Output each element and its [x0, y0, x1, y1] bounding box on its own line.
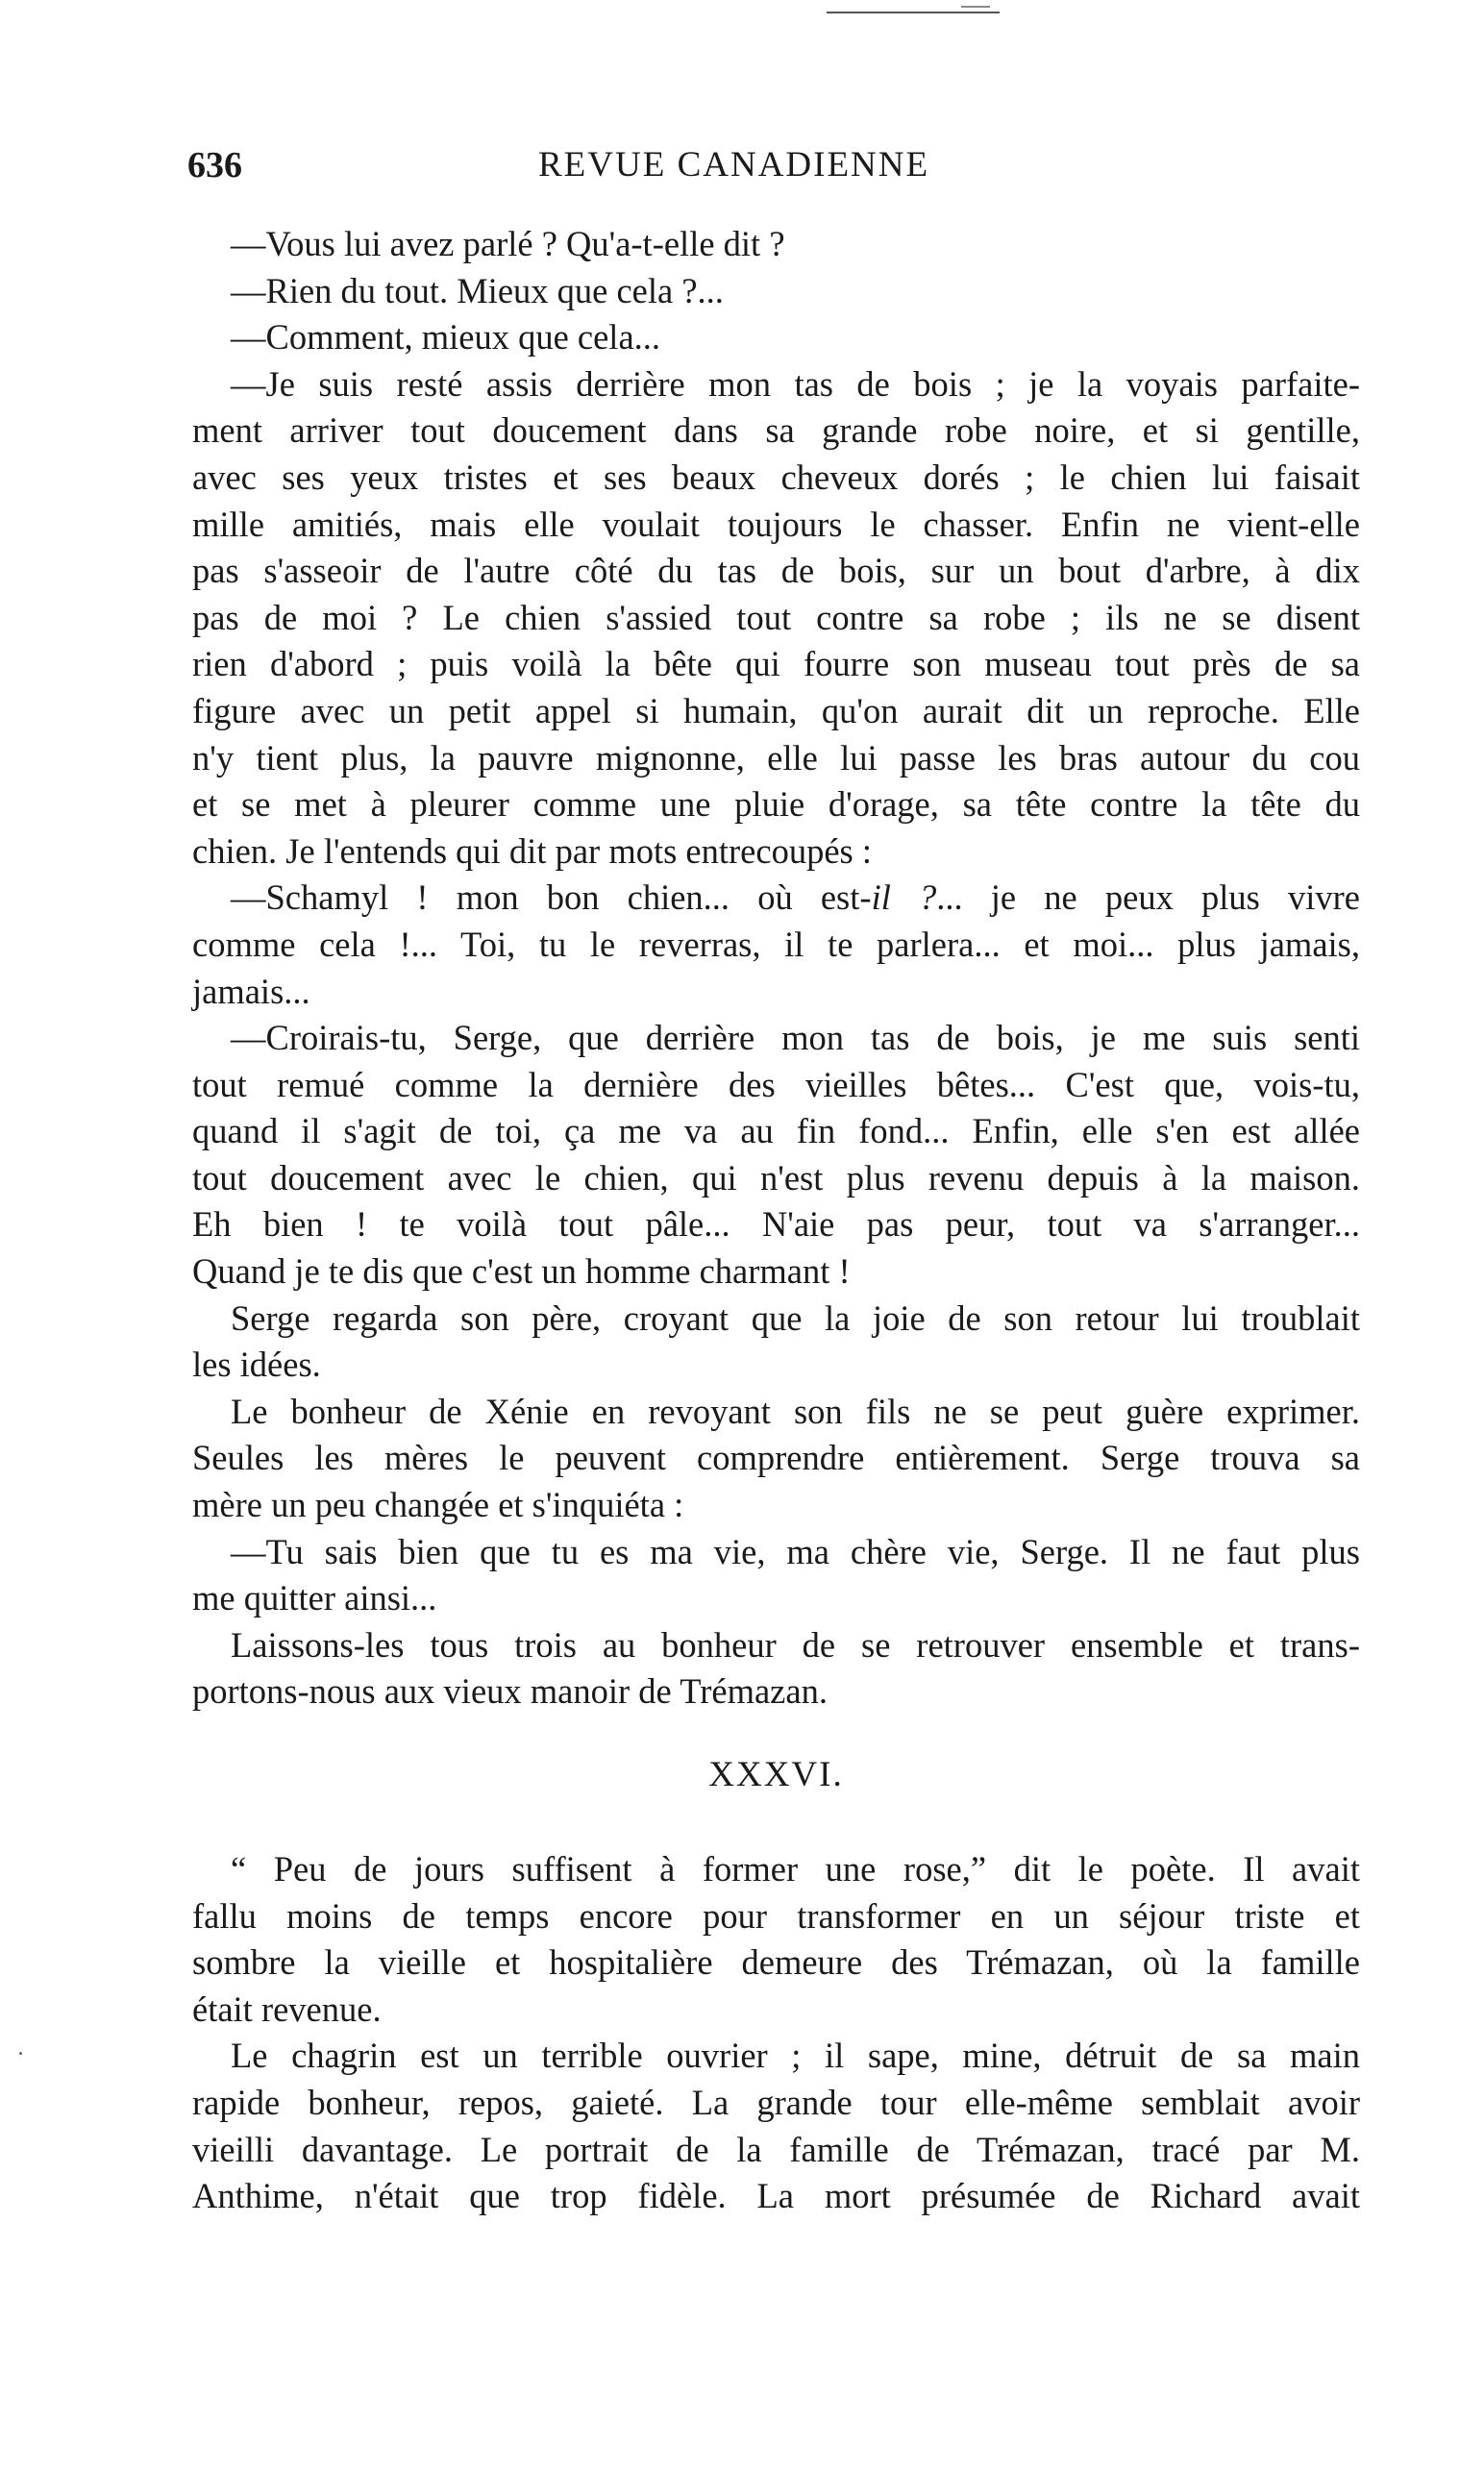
body-text — [192, 221, 1360, 2220]
text-line: —Croirais-tu, Serge, que derrière mon tas de bois, je me suis senti — [231, 1018, 1360, 1058]
text-line: et se met à pleurer comme une pluie d'orage, sa tête contre la tête du — [192, 784, 1360, 825]
text-line: Le bonheur de Xénie en revoyant son fils ne se peut guère exprimer. — [231, 1391, 1360, 1431]
text-line: —Vous lui avez parlé ? Qu'a-t-elle dit ? — [231, 224, 785, 263]
text-line: —Tu sais bien que tu es ma vie, ma chère vie, Serge. Il ne faut plus — [231, 1531, 1360, 1571]
running-head: REVUE CANADIENNE — [538, 145, 930, 185]
text-fragment: ... je ne peux plus vivre — [936, 877, 1360, 918]
text-line: Serge regarda son père, croyant que la joie de son retour lui troublait — [231, 1297, 1360, 1338]
italic-fragment: il ? — [871, 877, 937, 918]
text-line: chien. Je l'entends qui dit par mots entrecoupés : — [192, 830, 872, 871]
text-line: tout remué comme la dernière des vieilles bêtes... C'est que, vois-tu, — [192, 1064, 1360, 1104]
text-line: —Je suis resté assis derrière mon tas de bois ; je la voyais parfaite- — [231, 363, 1360, 404]
text-line: mère un peu changée et s'inquiéta : — [192, 1485, 684, 1525]
text-line: jamais... — [192, 971, 310, 1011]
text-line: pas de moi ? Le chien s'assied tout contre sa robe ; ils ne se disent — [192, 597, 1360, 637]
text-line: mille amitiés, mais elle voulait toujours le chasser. Enfin ne vient-elle — [192, 504, 1360, 544]
text-line: Seules les mères le peuvent comprendre entièrement. Serge trouva sa — [192, 1438, 1360, 1478]
text-line: me quitter ainsi... — [192, 1578, 437, 1618]
text-line: tout doucement avec le chien, qui n'est plus revenu depuis à la maison. — [192, 1157, 1360, 1198]
text-line: quand il s'agit de toi, ça me va au fin fond... Enfin, elle s'en est allée — [192, 1111, 1360, 1151]
text-line: n'y tient plus, la pauvre mignonne, elle lui passe les bras autour du cou — [192, 737, 1360, 778]
chapter-heading: XXXVI. — [708, 1755, 844, 1794]
text-line: Le chagrin est un terrible ouvrier ; il sape, mine, détruit de sa main — [231, 2036, 1360, 2076]
text-line: ment arriver tout doucement dans sa grande robe noire, et si gentille, — [192, 410, 1360, 451]
text-line: rapide bonheur, repos, gaieté. La grande tour elle-même semblait avoir — [192, 2082, 1360, 2122]
text-line: rien d'abord ; puis voilà la bête qui fourre son museau tout près de sa — [192, 644, 1360, 684]
margin-speck — [19, 2052, 22, 2055]
text-line: Anthime, n'était que trop fidèle. La mort présumée de Richard avait — [192, 2176, 1360, 2216]
text-line: —Rien du tout. Mieux que cela ?... — [231, 270, 724, 310]
text-fragment: —Schamyl ! mon bon chien... où est- — [231, 877, 872, 918]
text-line: comme cela !... Toi, tu le reverras, il te parlera... et moi... plus jamais, — [192, 924, 1360, 964]
text-line — [192, 875, 1360, 922]
text-line: Laissons-les tous trois au bonheur de se retrouver ensemble et trans- — [231, 1624, 1360, 1665]
text-line: pas s'asseoir de l'autre côté du tas de bois, sur un bout d'arbre, à dix — [192, 551, 1360, 591]
text-line: Quand je te dis que c'est un homme charmant ! — [192, 1251, 851, 1292]
text-line: fallu moins de temps encore pour transformer en un séjour triste et — [192, 1895, 1360, 1936]
text-line: sombre la vieille et hospitalière demeure des Trémazan, où la famille — [192, 1942, 1360, 1983]
text-line: Eh bien ! te voilà tout pâle... N'aie pas peur, tout va s'arranger... — [192, 1204, 1360, 1245]
text-line: figure avec un petit appel si humain, qu'on aurait dit un reproche. Elle — [192, 690, 1360, 730]
text-line: était revenue. — [192, 1988, 382, 2029]
text-line: avec ses yeux tristes et ses beaux cheveux dorés ; le chien lui faisait — [192, 457, 1360, 497]
text-line: —Comment, mieux que cela... — [231, 317, 661, 358]
text-line: vieilli davantage. Le portrait de la famille de Trémazan, tracé par M. — [192, 2129, 1360, 2169]
page-header — [187, 144, 1360, 192]
text-line: portons-nous aux vieux manoir de Trémazan. — [192, 1671, 828, 1712]
top-rule — [827, 12, 1000, 13]
text-line: “ Peu de jours suffisent à former une rose,” dit le poète. Il avait — [231, 1849, 1360, 1889]
page-number: 636 — [187, 145, 242, 185]
top-rule-mark — [961, 6, 990, 8]
text-line: les idées. — [192, 1345, 321, 1385]
